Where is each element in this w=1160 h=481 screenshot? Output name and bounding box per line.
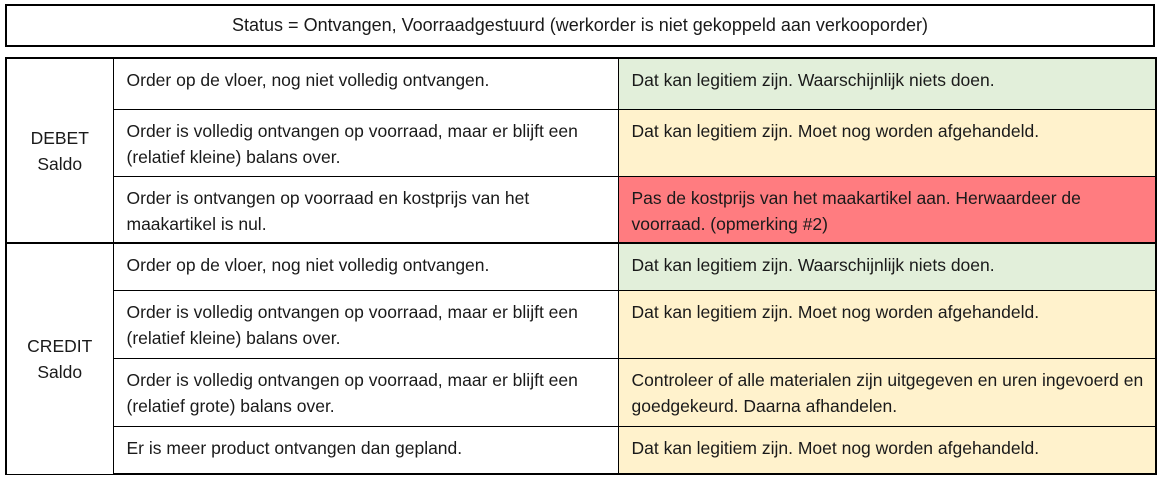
table-row	[6, 426, 1156, 474]
table-row	[6, 358, 1156, 426]
situation-cell: Order is volledig ontvangen op voorraad, maar er blijft een (relatief kleine) balans over.	[113, 290, 618, 358]
group-label-line2: Saldo	[37, 153, 83, 174]
group-label-line2: Saldo	[37, 361, 83, 382]
action-cell: Dat kan legitiem zijn. Moet nog worden afgehandeld.	[618, 109, 1156, 176]
group-label-debet	[6, 58, 113, 243]
action-cell: Controleer of alle materialen zijn uitgegeven en uren ingevoerd en goedgekeurd. Daarna afhandelen.	[618, 358, 1156, 426]
situation-cell: Order is ontvangen op voorraad en kostprijs van het maakartikel is nul.	[113, 176, 618, 243]
action-cell: Dat kan legitiem zijn. Moet nog worden afgehandeld.	[618, 426, 1156, 474]
status-title: Status = Ontvangen, Voorraadgestuurd (werkorder is niet gekoppeld aan verkooporder)	[232, 15, 928, 35]
action-cell: Pas de kostprijs van het maakartikel aan. Herwaardeer de voorraad. (opmerking #2)	[618, 176, 1156, 243]
situation-cell: Order op de vloer, nog niet volledig ontvangen.	[113, 243, 618, 290]
action-cell: Dat kan legitiem zijn. Moet nog worden afgehandeld.	[618, 290, 1156, 358]
action-cell: Dat kan legitiem zijn. Waarschijnlijk niets doen.	[618, 58, 1156, 109]
situation-cell: Order is volledig ontvangen op voorraad, maar er blijft een (relatief kleine) balans over.	[113, 109, 618, 176]
group-label-line1: CREDIT	[27, 335, 93, 356]
table-row	[6, 176, 1156, 243]
table-row	[6, 243, 1156, 290]
table-row	[6, 58, 1156, 109]
group-label-credit	[6, 243, 113, 474]
balance-matrix-table	[5, 57, 1157, 475]
situation-cell: Order op de vloer, nog niet volledig ontvangen.	[113, 58, 618, 109]
action-cell: Dat kan legitiem zijn. Waarschijnlijk niets doen.	[618, 243, 1156, 290]
table-row	[6, 109, 1156, 176]
situation-cell: Er is meer product ontvangen dan gepland.	[113, 426, 618, 474]
group-label-line1: DEBET	[30, 127, 89, 148]
status-header	[5, 4, 1155, 47]
table-row	[6, 290, 1156, 358]
situation-cell: Order is volledig ontvangen op voorraad, maar er blijft een (relatief grote) balans over.	[113, 358, 618, 426]
